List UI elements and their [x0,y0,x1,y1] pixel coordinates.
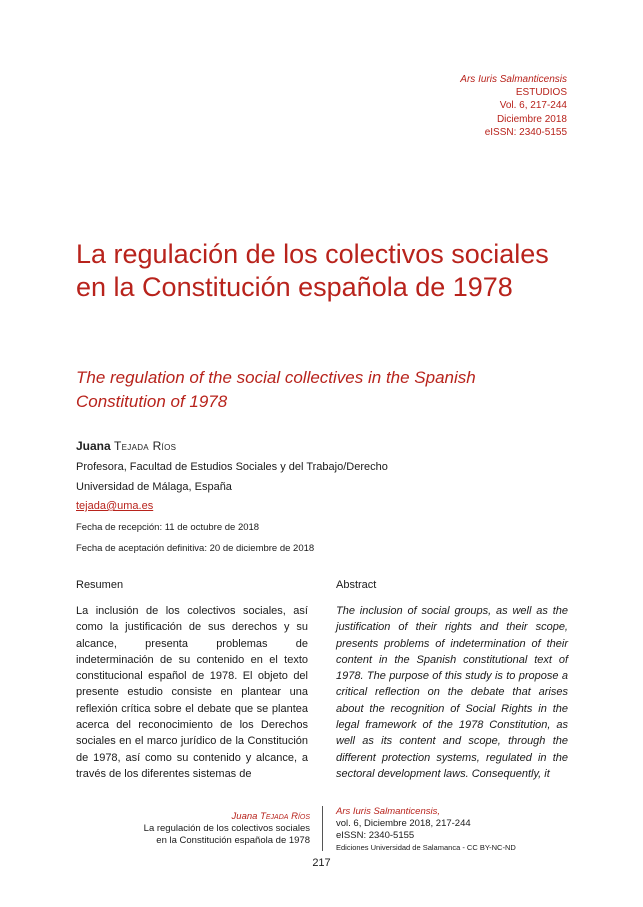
author-surname: Tejada Ríos [114,439,177,453]
footer-journal-info [336,806,516,854]
footer-title-line1: La regulación de los colectivos sociales [143,823,310,834]
resumen-heading: Resumen [76,579,124,591]
footer-author-first: Juana [231,811,258,822]
article-subtitle: The regulation of the social collectives in the Spanish Constitution of 1978 [76,368,476,411]
journal-volume: Vol. 6, 217-244 [499,100,567,112]
abstract-heading: Abstract [336,579,377,591]
abstract-text: The inclusion of social groups, as well as the justification of their rights and their scope, presents problems of indetermination of their content in the Spanish constitutional text of 1978. The purpose of this study is to propose a critical reflection on the debate that arises about the recognition of Social Rights in the legal framework of the 1978 Constitution, as well as its content and scope, through the different protection systems, regulated in the sectoral development laws. Consequently, it [336,605,568,780]
author-name [76,439,176,453]
footer-article-info [100,811,310,847]
author-email-link[interactable]: tejada@uma.es [76,500,154,512]
footer-divider [322,806,323,851]
footer-journal-name: Ars Iuris Salmanticensis, [336,806,441,817]
footer-author [100,811,310,823]
resumen-text: La inclusión de los colectivos sociales, así como la justificación de sus derechos y su alcance, presenta problemas de indeterminación de su contenido en el texto constitucional español de 1978. El objeto del presente estudio consiste en plantear una reflexión crítica sobre el debate que se plantea acerca del reconocimiento de los Derechos sociales en el marco jurídico de la Constitución de 1978, así como su contenido y alcance, a través de los diferentes sistemas de [76,605,308,780]
author-first-name: Juana [76,439,111,453]
footer-title-line2: en la Constitución española de 1978 [156,835,310,846]
author-affiliation-line2: Universidad de Málaga, España [76,481,232,493]
footer-eissn: eISSN: 2340-5155 [336,830,415,841]
accepted-date: Fecha de aceptación definitiva: 20 de diciembre de 2018 [76,543,315,554]
journal-name: Ars Iuris Salmanticensis [460,74,567,85]
page-number: 217 [312,857,331,869]
author-affiliation-line1: Profesora, Facultad de Estudios Sociales y del Trabajo/Derecho [76,461,388,473]
journal-date: Diciembre 2018 [496,113,567,125]
footer-volume: vol. 6, Diciembre 2018, 217-244 [336,818,471,829]
journal-eissn: eISSN: 2340-5155 [484,126,567,138]
journal-header [460,73,567,139]
footer-author-surname: Tejada Ríos [260,811,310,822]
article-title: La regulación de los colectivos sociales en la Constitución española de 1978 [76,239,549,302]
footer-publisher: Ediciones Universidad de Salamanca - CC BY-NC-ND [336,843,516,852]
received-date: Fecha de recepción: 11 de octubre de 2018 [76,522,260,533]
journal-section: ESTUDIOS [515,87,567,99]
